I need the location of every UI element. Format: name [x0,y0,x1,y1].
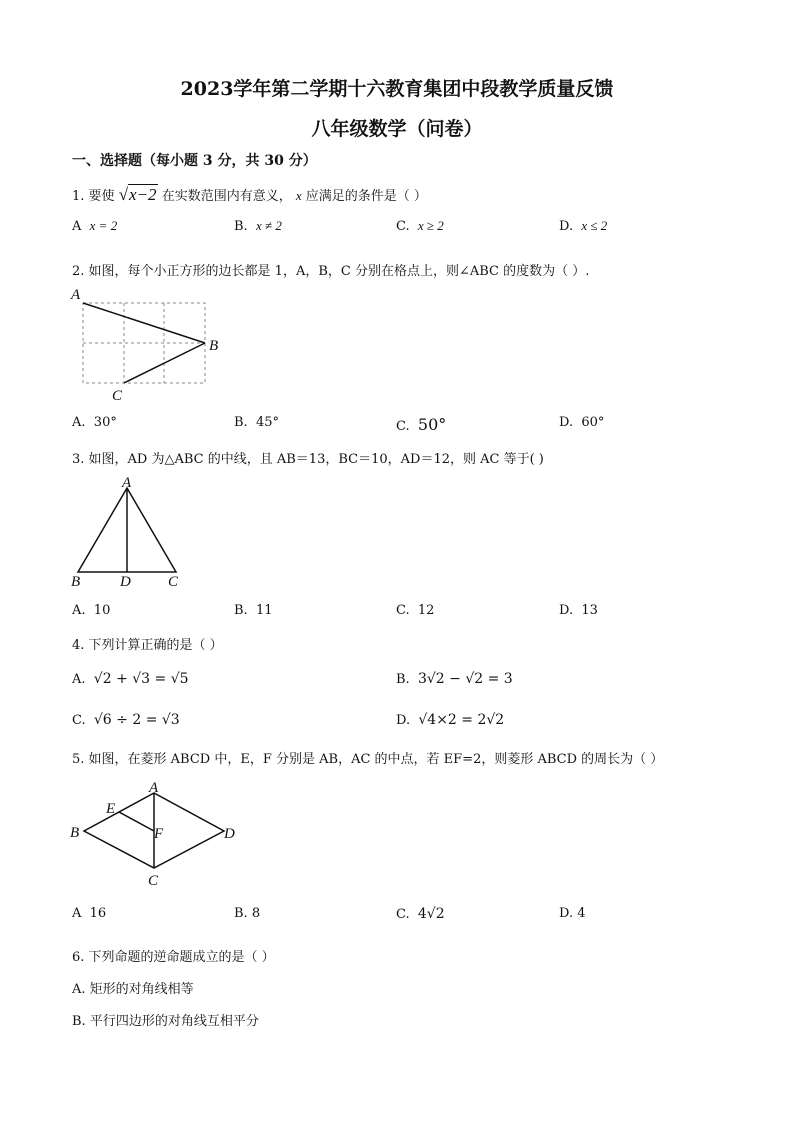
question-6: 6. 下列命题的逆命题成立的是（ ） [72,950,275,965]
q3-option-b: 11 [255,603,273,618]
q1-prefix: 1. 要使 [72,189,115,204]
q1-option-d-letter: D. [559,219,574,234]
q5-option-d: 4 [577,906,586,921]
q5-option-a-letter: A [72,906,82,921]
q3-option-d-letter: D. [559,603,574,618]
question-2: 2. 如图，每个小正方形的边长都是 1，A，B，C 分别在格点上，则∠ABC 的度数为（ ）. [72,264,590,279]
q3-label-b: B [71,574,81,590]
q1-option-c: x ≥ 2 [417,218,444,233]
q2-option-c: 50° [417,415,447,434]
q5-label-e: E [106,801,116,817]
q5-option-b: 8 [251,906,261,921]
section-heading: 一、选择题（每小题 3 分，共 30 分） [72,153,317,169]
q4-option-d: √4×2 = 2√2 [418,712,505,728]
question-5: 5. 如图，在菱形 ABCD 中，E，F 分别是 AB，AC 的中点，若 EF=2，则菱形 ABCD 的周长为（ ） [72,752,664,767]
q3-option-a: 10 [93,603,111,618]
q2-option-c-letter: C. [396,419,410,434]
q1-option-a-letter: A [72,219,82,234]
q1-option-a: x = 2 [89,218,118,233]
q2-label-c: C [112,388,123,404]
q5-option-d-letter: D. [559,906,574,921]
q1-var: x [295,188,302,203]
q5-option-c: 4√2 [417,906,445,922]
q3-option-d: 13 [581,603,598,618]
q3-triangle-figure [68,474,193,590]
q6-option-b: B. 平行四边形的对角线互相平分 [72,1014,259,1029]
q4-option-a: √2 + √3 = √5 [93,671,189,687]
q5-segment-ef [119,812,154,831]
q2-option-d: 60° [581,415,605,430]
q3-label-c: C [168,574,179,590]
q1-option-b-letter: B. [234,219,248,234]
q3-option-c: 12 [417,603,435,618]
q1-radicand: x−2 [129,185,157,204]
q5-label-f: F [154,826,164,842]
q1-option-c-letter: C. [396,219,410,234]
q2-option-b: 45° [255,415,279,430]
q5-rhombus-figure [66,776,246,890]
q2-option-a: 30° [93,415,117,430]
q3-option-b-letter: B. [234,603,248,618]
q4-option-c-letter: C. [72,713,86,728]
page-title: 2023学年第二学期十六教育集团中段教学质量反馈 [180,78,614,100]
q2-option-d-letter: D. [559,415,574,430]
q1-option-b: x ≠ 2 [255,218,282,233]
q2-option-b-letter: B. [234,415,248,430]
q1-radical: √x−2 [118,185,157,204]
q5-label-a: A [149,780,159,796]
q4-option-d-letter: D. [396,713,411,728]
q2-segment-ab [83,303,205,343]
q5-option-b-letter: B. [234,906,248,921]
q5-option-a: 16 [89,906,107,921]
q2-grid-figure [68,284,238,404]
q2-label-b: B [209,338,219,354]
q4-option-c: √6 ÷ 2 = √3 [93,712,180,728]
q1-option-d: x ≤ 2 [581,218,608,233]
q2-option-a-letter: A. [72,415,86,430]
q4-option-b-letter: B. [396,672,410,687]
q5-label-b: B [70,825,80,841]
page-subtitle: 八年级数学（问卷） [311,118,483,140]
q5-option-c-letter: C. [396,907,410,922]
q3-label-a: A [122,475,132,491]
question-4: 4. 下列计算正确的是（ ） [72,638,223,653]
q3-option-a-letter: A. [72,603,86,618]
q4-option-b: 3√2 − √2 = 3 [417,671,513,687]
question-1 [72,185,427,205]
q3-option-c-letter: C. [396,603,410,618]
q5-label-c: C [148,873,159,889]
q2-grid [83,303,205,383]
q5-label-d: D [224,826,235,842]
q2-label-a: A [71,287,81,303]
q1-suffix: 应满足的条件是（ ） [305,189,427,204]
q6-option-a: A. 矩形的对角线相等 [72,982,194,997]
q1-mid: 在实数范围内有意义， [161,189,292,204]
q4-option-a-letter: A. [72,672,86,687]
q3-label-d: D [120,574,131,590]
question-3: 3. 如图，AD 为△ABC 的中线，且 AB＝13，BC＝10，AD＝12，则 AC 等于( ) [72,452,544,467]
